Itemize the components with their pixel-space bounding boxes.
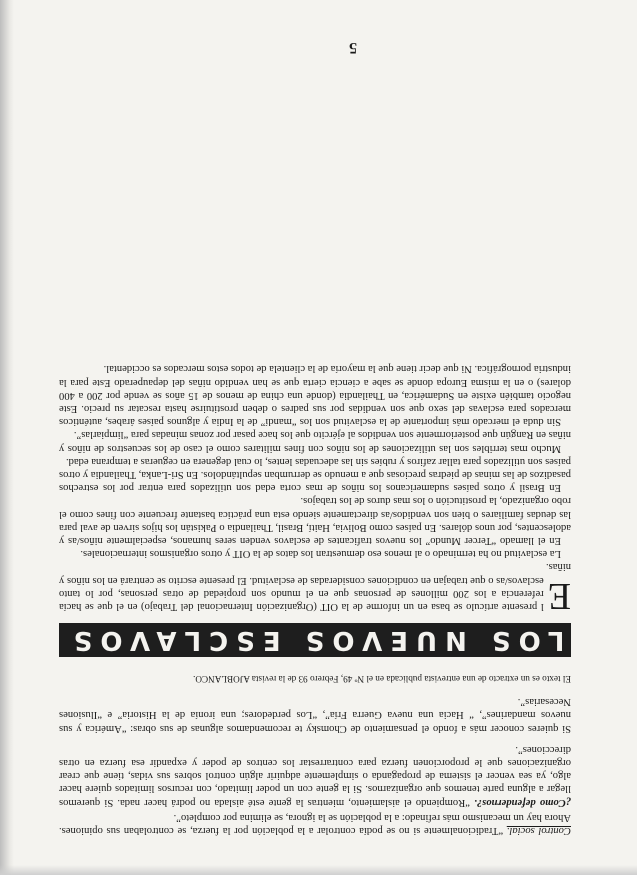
drop-cap: E	[547, 574, 571, 617]
defendernos-text: “Rompiendo el aislamiento, mientras la gente esté aislada no podrá hacer nada. Si queremos llegar a alguna parte tenemos que organizarnos. Si la gente con un poder limitado, con recursos limitados quiere hacer algo, ya sea vencer el sistema de propaganda o simplemente adquirir algún control sobres sus vidas, tiene que crear organizaciones que le proporcionen fuerza para contrarrestar los centros de poder y expandir esa fuerza en otras direcciones”.	[58, 743, 571, 808]
page-content	[59, 362, 571, 837]
chomsky-interview-excerpt	[59, 673, 571, 837]
article-paragraph-1-text: l presente artículo se basa en un informe de la OIT (Organización Internacional del Trabajo) en el que se hacía referencia a los 200 millones de personas que en el mundo son propiedad de otras personas, por lo tanto esclavos/as o que trabajan en condiciones consideradas de esclavitud. El presente escrito se centrará en los niños y niñas.	[58, 561, 571, 612]
article-paragraph-6: Sin duda el mercado más importante de la esclavitud son los “mandí” de la India y algunos países árabes, auténticos mercados para esclavas del sexo que son vendidas por sus padres o deben prostituirse hasta rescatar su precio. Este negocio también existe en Sudamérica, en Thailandia (donde una china de menos de 15 años se vende por 200 a 400 dolares) o en la misma Europa donde se sabe a ciencia cierta que se han vendido niñas del depauperado Este para la industria pornográfica. Ni que decir tiene que la mayoría de la clientela de todos estos mercados es occidental.	[59, 363, 571, 428]
article-title-banner: LOS NUEVOS ESCLAVOS	[59, 623, 571, 657]
control-social-paragraph	[59, 811, 571, 837]
recommendations-paragraph: Si quieres conocer más a fondo el pensamiento de Chomsky te recomendamos algunas de sus obras: “América y sus nuevos mandarines”, “ Hacia una nueva Guerra Fría”, “Los perdedores; una ironía de la Historia” e “Ilusiones Necesarias”.	[59, 696, 571, 734]
article-paragraph-5: Mucho mas terribles son las utilizaciones de los niños con fines militares como el caso de los secuestros de niños y niñas en Rangún que posteriormente son vendidos al ejército que los hace pasar por zonas minadas para “limpiarlas”.	[59, 429, 571, 454]
article-paragraph-4: En Brasil y otros países sudamericanos los niños de mas corta edad son utilizados para entrar por los estrechos pasadizos de las minas de piedras preciosas que a menudo se derrumban sepultándolos. En Sri-Lanka, Thailandia y otros países son utilizados para tallar zafiros y rubíes sin las adecuadas lentes, lo cual degenera en cegueras a temprana edad.	[59, 455, 571, 494]
control-social-label: Control social.	[506, 825, 571, 836]
article-body	[58, 362, 571, 617]
page-number: 5	[349, 39, 357, 56]
article-paragraph-3: En el llamado “Tercer Mundo” los nuevos traficantes de esclavos venden seres humanos, especialmente niños/as y adolescentes, por unos dólares. En países como Bolivia, Haití, Brasil, Thailandia o Pakistán los hijos sirven de aval para las deudas familiares o bien son vendidos/as directamente siendo esta una práctica bastante frecuente con fines como el robo organizado, la prostitución o los mas duros de los trabajos.	[59, 495, 571, 546]
source-note: El texto es un extracto de una entrevista publicada en el Nº 49, Febrero 93 de la revista AJOBLANCO.	[193, 673, 571, 684]
article-paragraph-2: La esclavitud no ha terminado o al menos eso demuestran los datos de la OIT y otros organismos internacionales.	[80, 548, 561, 560]
defendernos-paragraph	[59, 743, 571, 809]
control-social-text: “Tradicionalmente si no se podía controlar a la población por la fuerza, se controlaban sus opiniones. Ahora hay un mecanismo más refinado: a la población se la ignora, se elimina por completo”.	[59, 811, 571, 836]
article-paragraph-1	[58, 560, 571, 617]
defendernos-label: ¿Como defendernos?.	[474, 796, 571, 808]
